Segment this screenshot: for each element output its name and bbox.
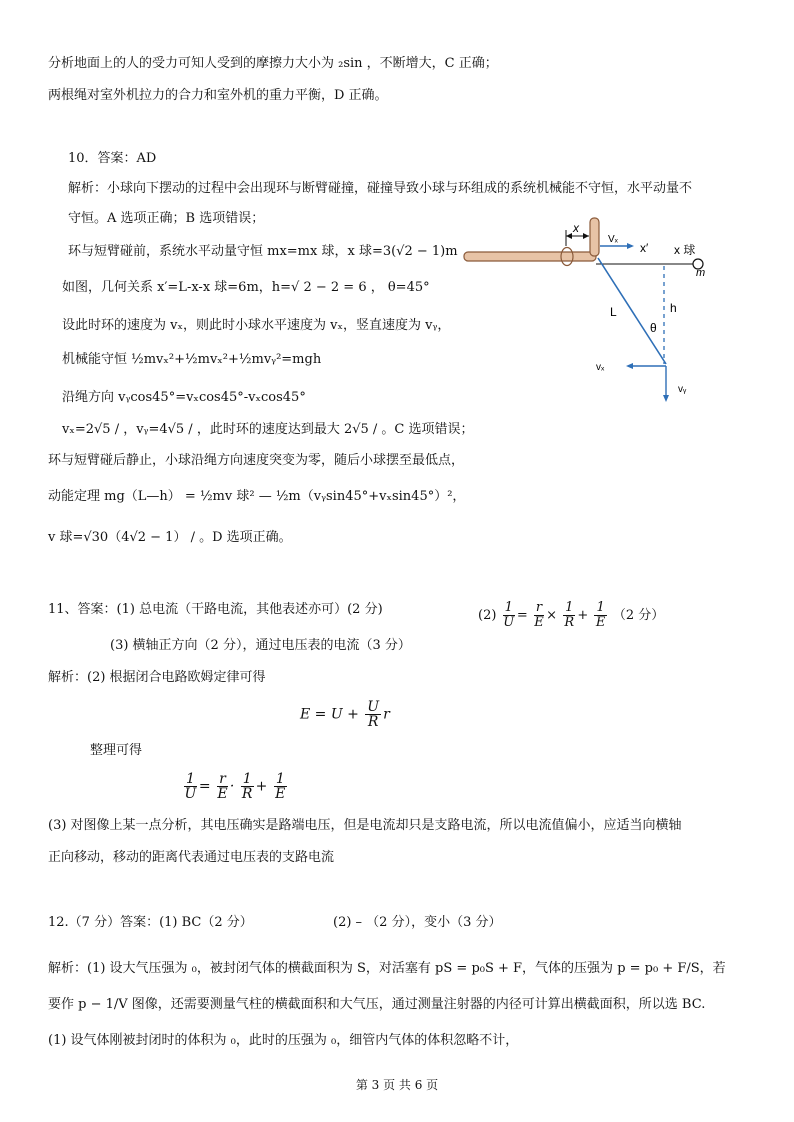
q11-analysis: 解析：(2) 根据闭合电路欧姆定律可得 [48,670,266,685]
formula-fraction: $\frac{1}{U}$ [503,600,515,630]
q11-organize: 整理可得 [90,743,143,758]
formula-fraction: $\frac{r}{E}$ [534,600,544,630]
q10-analysis-line: vₓ=2√5 / ，vᵧ=4√5 / ，此时环的速度达到最大 2√5 / 。C 选项错误； [62,422,474,437]
q10-analysis-line: 环与短臂碰前，系统水平动量守恒 mx=mx 球，x 球=3(√2 − 1)m [68,244,458,259]
q10-analysis-line: 环与短臂碰后静止，小球沿绳方向速度突变为零，随后小球摆至最低点， [48,453,465,468]
fig-label-L: L [610,305,617,319]
formula-fraction: $\frac{1}{R}$ [564,600,575,630]
text-line: 两根绳对室外机拉力的合力和室外机的重力平衡，D 正确。 [48,88,388,103]
equation-result: $\frac{1}{U}$ = $\frac{r}{E}$ · $\frac{1}{R}$ + $\frac{1}{E}$ [184,771,286,802]
q10-analysis-line: 解析：小球向下摆动的过程中会出现环与断臂碰撞，碰撞导致小球与环组成的系统机械能不守恒，水平动量不 [68,181,693,196]
q11-answer: 11、答案：(1) 总电流（干路电流，其他表述亦可）(2 分) [48,602,383,617]
q10-analysis-line: 机械能守恒 ½mvₓ²+½mvₓ²+½mvᵧ²=mgh [62,352,322,367]
q11-answer-2: (2) $\frac{1}{U}$ = $\frac{r}{E}$ × $\frac{1}{R}$ + $\frac{1}{E}$ （2 分） [478,600,665,630]
q10-answer: 10．答案：AD [68,151,157,166]
q12-analysis-line: (1) 设气体刚被封闭时的体积为 ₀，此时的压强为 ₀，细管内气体的体积忽略不计， [48,1033,519,1048]
fig-label-theta: θ [650,321,657,335]
fig-label-x-prime: x′ [640,241,649,255]
page-footer: 第 3 页 共 6 页 [355,1078,439,1092]
text-line: 分析地面上的人的受力可知人受到的摩擦力大小为 ₂sin ，不断增大，C 正确； [48,56,498,71]
q11-p3-line: (3) 对图像上某一点分析，其电压确实是路端电压，但是电流却只是支路电流，所以电流值偏小，应适当向横轴 [48,818,682,833]
formula-fraction: $\frac{1}{E}$ [595,600,606,630]
fig-label-vx: vₓ [596,362,605,373]
fig-label-h: h [670,301,677,315]
fig-label-m: m [696,267,706,279]
q10-analysis-line: 动能定理 mg（L—h） = ½mv 球² — ½m（vᵧsin45°+vₓsin45°）²， [48,489,466,504]
q11-answer-2-suffix: （2 分） [612,608,665,623]
fig-label-x-ball: x 球 [674,243,696,257]
q12-analysis-line: 要作 p − 1/V 图像，还需要测量气柱的横截面积和大气压，通过测量注射器的内径可计算出横截面积，所以选 BC. [48,997,706,1012]
q12-answer-2: (2) – （2 分），变小（3 分） [333,915,502,930]
q11-answer-2-prefix: (2) [478,608,497,623]
fig-label-vx-top: Vₓ [608,234,618,245]
q10-analysis-line: 设此时环的速度为 vₓ，则此时小球水平速度为 vₓ，竖直速度为 vᵧ， [62,318,451,333]
q10-analysis-line: 如图，几何关系 x′=L-x-x 球=6m，h=√ 2 − 2 = 6 ， θ=45° [62,280,430,295]
equation-ohm: E = U + $\frac{U}{R}$ r [300,699,390,730]
q10-analysis-line: v 球=√30（4√2 − 1） / 。D 选项正确。 [48,530,292,545]
q12-analysis-line: 解析：(1) 设大气压强为 ₀，被封闭气体的横截面积为 S，对活塞有 pS = p₀S + F，气体的压强为 p = p₀ + F/S，若 [48,961,726,976]
q10-analysis-line: 沿绳方向 vᵧcos45°=vₓcos45°-vₓcos45° [62,390,306,405]
q10-analysis-line: 守恒。A 选项正确；B 选项错误； [68,211,265,226]
q12-answer: 12.（7 分）答案：(1) BC（2 分） [48,915,253,930]
q11-answer-3: (3) 横轴正方向（2 分），通过电压表的电流（3 分） [110,638,411,653]
pendulum-diagram [462,212,752,412]
q11-p3-line: 正向移动，移动的距离代表通过电压表的支路电流 [48,850,335,865]
fig-label-x: x [573,221,579,235]
fig-label-vy: vᵧ [678,384,687,395]
